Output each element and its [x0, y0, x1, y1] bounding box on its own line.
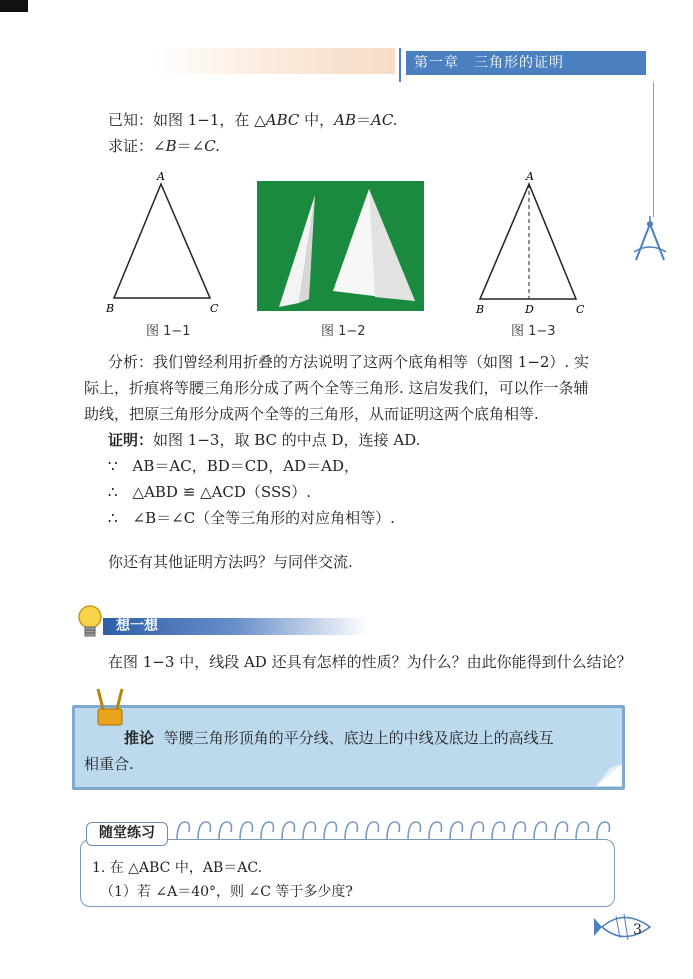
question-text: 你还有其他证明方法吗？与同伴交流. [108, 553, 353, 571]
think-label: 想一想 [116, 618, 158, 634]
corollary-line: 相重合. [84, 755, 134, 773]
given-line [108, 109, 398, 131]
vertex-label: A [157, 170, 165, 183]
margin-line [653, 82, 654, 217]
given-text: 中， [299, 111, 335, 129]
vertex-label: C [210, 302, 219, 315]
prove-text: 求证：∠ [108, 137, 166, 155]
vertex-label: A [526, 170, 534, 183]
proof-text: 如图 1−3，取 BC 的中点 D，连接 AD. [153, 431, 421, 449]
corollary-text: 等腰三角形顶角的平分线、底边上的中线及底边上的高线互 [163, 729, 554, 747]
corollary-label: 推论 [124, 729, 155, 747]
figure-caption: 图 1−3 [511, 324, 556, 339]
figure-1-3 [470, 168, 600, 318]
proof-line: ∴ △ABD ≌ △ACD（SSS）. [108, 483, 312, 501]
figure-1-1 [100, 168, 240, 318]
given-segment: AB [334, 111, 356, 129]
given-segment: AC. [371, 111, 398, 129]
prove-angle: B [165, 137, 177, 155]
page-number: 3 [633, 922, 642, 938]
binder-clip-icon [90, 683, 130, 727]
spiral-binding [172, 818, 612, 848]
proof-line [108, 429, 420, 451]
think-question: 在图 1−3 中，线段 AD 还具有怎样的性质？为什么？由此你能得到什么结论？ [108, 653, 632, 671]
given-text: ＝ [356, 111, 372, 129]
proof-heading: 证明： [108, 431, 154, 449]
corner-mark [0, 0, 28, 12]
fish-page-icon [594, 906, 664, 948]
practice-tab: 随堂练习 [86, 822, 168, 846]
analysis-line: 助线，把原三角形分成两个全等的三角形，从而证明这两个底角相等. [84, 405, 539, 423]
figure-caption: 图 1−2 [321, 324, 366, 339]
prove-angle: C. [204, 137, 220, 155]
prove-text: ＝∠ [176, 137, 205, 155]
vertex-label: C [576, 303, 585, 316]
analysis-line: 分析：我们曾经利用折叠的方法说明了这两个底角相等（如图 1−2）. 实 [108, 353, 589, 371]
paper-cone-icon [257, 181, 424, 311]
practice-subquestion: （1）若 ∠A＝40°，则 ∠C 等于多少度? [100, 884, 353, 900]
page-curl [590, 760, 622, 786]
chapter-title: 第一章 三角形的证明 [406, 51, 646, 75]
header-separator [399, 48, 401, 82]
vertex-label: D [525, 303, 534, 316]
vertex-label: B [476, 303, 485, 316]
given-text: 已知：如图 1−1，在 △ [108, 111, 266, 129]
analysis-line: 际上，折痕将等腰三角形分成了两个全等三角形. 这启发我们，可以作一条辅 [84, 379, 589, 397]
vertex-label: B [106, 302, 115, 315]
figure-caption: 图 1−1 [146, 324, 191, 339]
proof-line: ∴ ∠B＝∠C（全等三角形的对应角相等）. [108, 509, 395, 527]
prove-line [108, 135, 220, 157]
lightbulb-icon [76, 604, 104, 642]
folded-paper-photo [257, 181, 424, 311]
compass-icon [630, 212, 670, 264]
proof-line: ∵ AB＝AC，BD＝CD，AD＝AD， [108, 457, 359, 475]
practice-question: 1. 在 △ABC 中，AB＝AC. [92, 860, 263, 876]
given-triangle: ABC [265, 111, 300, 129]
corollary-line [124, 727, 554, 749]
header-band [150, 48, 395, 74]
